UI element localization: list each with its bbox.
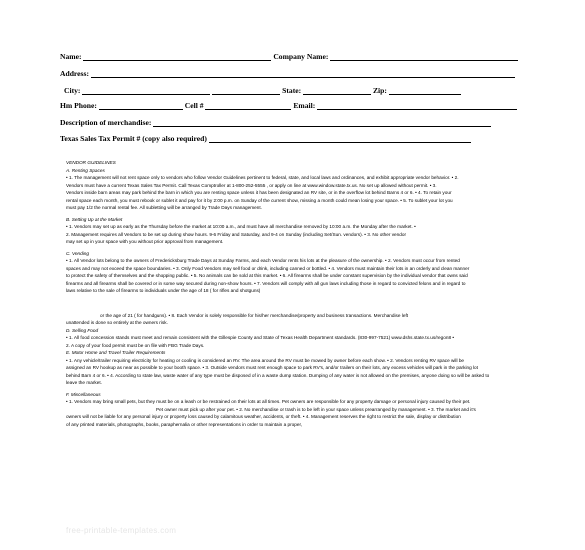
merchandise-row bbox=[60, 118, 491, 127]
tax-permit-label: Texas Sales Tax Permit # (copy also required) bbox=[60, 134, 207, 143]
section-c-continued-line: or the age of 21 ( for handguns). • 8. Each Vendor is solely responsible for his/her merchandise/property and business transactions. Merchandise left bbox=[100, 312, 409, 318]
name-field[interactable] bbox=[83, 53, 271, 61]
watermark: free-printable-templates.com bbox=[66, 526, 177, 535]
home-phone-label: Hm Phone: bbox=[60, 101, 97, 110]
state-field[interactable] bbox=[303, 87, 371, 95]
section-f-line: • 1. Vendors may bring small pets, but they must be on a leash or be restrained on their lots at all times. Pet owners are responsible for any property damage or personal injury caused by their pet. bbox=[66, 399, 471, 404]
section-e-line: behind Barn 4 or 6. • 4. According to state law, waste water of any type must be disposed of in a waste dump station. Dumping of any water is not allowed on the premises, anyone doing so will be asked to bbox=[66, 372, 490, 378]
address-row bbox=[60, 69, 515, 78]
section-a-line: Vendors inside barn areas may park behind the barn in which you are renting space unless it has been designated an RV site, or in the overflow lot behind Barns 4 or 6. • 4. To retain your bbox=[66, 190, 452, 195]
city-label: City: bbox=[64, 86, 81, 95]
section-c-line: • 1. All Vendor lots belong to the owners of Fredericksburg Trade Days at Sunday Farms, and each Vendor rents his lots at the pleasure of the ownership. • 2. Vendors must occur from rented bbox=[66, 258, 460, 263]
section-a-heading: A. Renting Spaces bbox=[66, 167, 105, 173]
section-a-line: rental space each month, you must rebook or sublet it and pay for it by 2:00 p.m. on Sunday of the current show, missing a month could mean losing your space. • 5. To sublet your lot you bbox=[66, 197, 453, 203]
address-label: Address: bbox=[60, 69, 89, 78]
email-field[interactable] bbox=[317, 102, 517, 110]
zip-field[interactable] bbox=[389, 87, 461, 95]
section-f-heading: F. Miscellaneous bbox=[66, 391, 101, 397]
company-label: Company Name: bbox=[273, 52, 329, 61]
section-e-line: leave the market. bbox=[66, 380, 102, 385]
city-field[interactable] bbox=[82, 87, 210, 95]
tax-permit-field[interactable] bbox=[209, 135, 471, 143]
state-label: State: bbox=[282, 86, 302, 95]
name-row bbox=[60, 52, 518, 61]
section-c-line: spaces and may not exceed the space boundaries. • 3. Only Food Vendors may sell food or drink, including canned or bottled. • 4. Vendors must maintain their lots in an orderly and clean manner bbox=[66, 265, 470, 271]
vendor-guidelines bbox=[66, 159, 494, 428]
company-field[interactable] bbox=[330, 53, 518, 61]
section-d-line: 2. A copy of your food permit must be on file with FBG Trade Days. bbox=[66, 342, 205, 348]
section-a-line: • 1. The management will not rent space only to vendors who follow Vendor Guidelines pertinent to federal, state, and local laws and ordinances, and exhibit appropriate vendor behavior. • 2. bbox=[66, 175, 459, 180]
guidelines-title: VENDOR GUIDELINES bbox=[66, 160, 116, 165]
cell-label: Cell # bbox=[184, 101, 204, 110]
section-c-line: firearms and all firearms shall be covered or in some way secured during non-show hours. • 7. Vendors will comply with all gun laws including those in regard to convicted felons and in regard to bbox=[66, 280, 466, 286]
section-e-heading: E. Motor Home and Travel Trailer Requirements bbox=[66, 350, 166, 355]
home-phone-field[interactable] bbox=[99, 102, 183, 110]
tax-permit-row bbox=[60, 134, 471, 143]
zip-label: Zip: bbox=[372, 86, 387, 95]
address-field[interactable] bbox=[91, 70, 515, 78]
section-b-line: may set up in your space with you without prior approval from management. bbox=[66, 239, 224, 244]
section-a-line: must pay 1/2 the normal rental fee. All subletting will be arranged by Trade Days management. bbox=[66, 205, 262, 210]
section-f-line: of any printed materials, photographs, books, paraphernalia or other representations in order to maintain a proper, bbox=[66, 421, 303, 427]
section-a-line: Vendors must have a current Texas Sales Tax Permit. Call Texas Comptroller at 1-800-252-5555 , or apply on line at www.window.state.tx.us. No set up allowed without permit. • 3. bbox=[66, 182, 437, 188]
section-f-line: owners will not be liable for any personal injury or property loss caused by calamitous weather, accidents, or theft. • 4. Management reserves the right to restrict the sale, display or distribution bbox=[66, 414, 461, 419]
section-c-heading: C. Vending bbox=[66, 250, 90, 256]
merchandise-field[interactable] bbox=[153, 119, 491, 127]
section-c-line: to protect the safety of themselves and the shopping public. • 5. No animals can be sold at this market. • 6. All firearms shall be under constant supervision by the individual vendor that owns said bbox=[66, 273, 468, 278]
email-label: Email: bbox=[293, 101, 316, 110]
section-e-line: assigned an RV hookup as near as possible to your booth space. • 3. Outside vendors must rent enough space to park RV's, and/or trailers on their lots, any excess vehicles will park in the parking lot bbox=[66, 365, 478, 370]
section-b-line: 2. Management requires all Vendors to be set up during show hours. 9-6 Friday and Saturday, and 9-4 on Sunday (including Set/Sun. vendors). • 3. No other vendor bbox=[66, 231, 407, 237]
cell-field[interactable] bbox=[205, 102, 291, 110]
merchandise-label: Description of merchandise: bbox=[60, 118, 152, 127]
section-b-heading: B. Setting Up at the Market bbox=[66, 216, 123, 222]
city-row bbox=[64, 86, 461, 95]
section-c-continued-line: unattended is done so entirely at the owners risk. bbox=[66, 320, 168, 325]
section-b-line: • 1. Vendors may set up as early as the Thursday before the market at 10:00 a.m., and must have all merchandise removed by 10:00 a.m. the Monday after the market. • bbox=[66, 224, 416, 229]
phone-row bbox=[60, 101, 517, 110]
section-f-line: Pet owner must pick up after your pet. • 2. No merchandise or trash is to be left in your space unless prearranged by management. • 3. The market and it's bbox=[156, 406, 476, 412]
city-field-extra[interactable] bbox=[212, 87, 280, 95]
section-d-line: • 1. All food concession stands must meet and remain consistent with the Gillespie County and State of Texas Health Department standards. (830-997-7521) www.dshs.state.tx.us/regon8 • bbox=[66, 335, 455, 340]
section-c-line: laws relative to the sale of firearms to individuals under the age of 18 ( for rifles and shotguns) bbox=[66, 288, 261, 293]
section-e-line: • 1. Any vehicle/trailer requiring electricity for heating or cooling is considered an RV. The area around the RV must be mowed by owner before each show. • 2. Vendors renting RV space will be bbox=[66, 357, 465, 363]
name-label: Name: bbox=[60, 52, 82, 61]
section-d-heading: D. Selling Food bbox=[66, 327, 99, 333]
